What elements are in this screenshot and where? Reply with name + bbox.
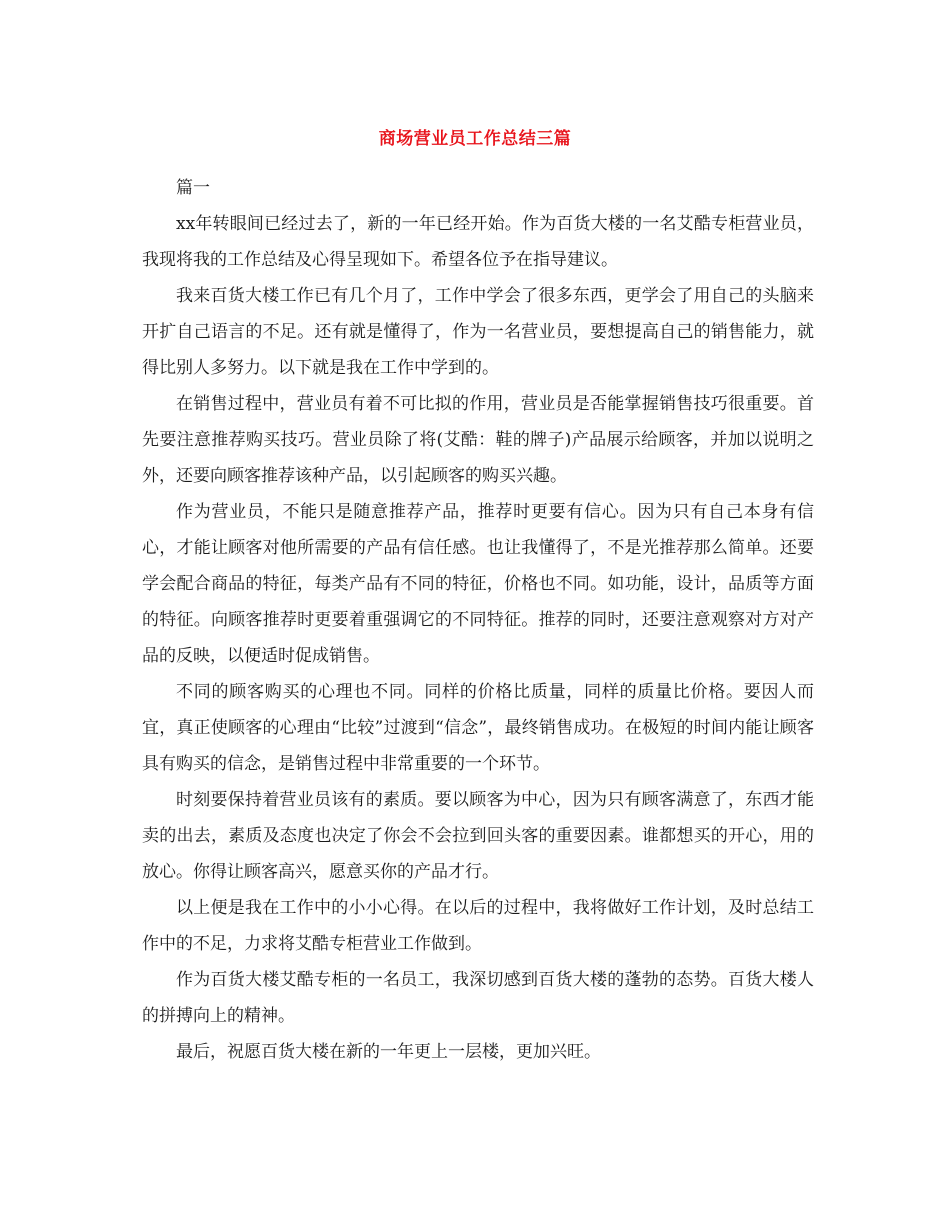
document-title: 商场营业员工作总结三篇 <box>378 129 572 149</box>
paragraph-6: 时刻要保持着营业员该有的素质。要以顾客为中心，因为只有顾客满意了，东西才能卖的出去，素质及态度也决定了你会不会拉到回头客的重要因素。谁都想买的开心，用的放心。你得让顾客高兴，愿意买你的产品才行。 <box>142 790 814 882</box>
paragraph-7: 以上便是我在工作中的小小心得。在以后的过程中，我将做好工作计划，及时总结工作中的不足，力求将艾酷专柜营业工作做到。 <box>142 898 814 954</box>
paragraph-1: xx年转眼间已经过去了，新的一年已经开始。作为百货大楼的一名艾酷专柜营业员，我现将我的工作总结及心得呈现如下。希望各位予在指导建议。 <box>142 214 814 270</box>
paragraph-9: 最后，祝愿百货大楼在新的一年更上一层楼，更加兴旺。 <box>176 1042 601 1062</box>
paragraph-5: 不同的顾客购买的心理也不同。同样的价格比质量，同样的质量比价格。要因人而宜，真正使顾客的心理由“比较”过渡到“信念”，最终销售成功。在极短的时间内能让顾客具有购买的信念，是销售过程中非常重要的一个环节。 <box>142 682 814 774</box>
section-label: 篇一 <box>176 178 210 198</box>
paragraph-3: 在销售过程中，营业员有着不可比拟的作用，营业员是否能掌握销售技巧很重要。首先要注意推荐购买技巧。营业员除了将(艾酷：鞋的牌子)产品展示给顾客，并加以说明之外，还要向顾客推荐该种产品，以引起顾客的购买兴趣。 <box>142 394 814 486</box>
paragraph-2: 我来百货大楼工作已有几个月了，工作中学会了很多东西，更学会了用自己的头脑来开扩自己语言的不足。还有就是懂得了，作为一名营业员，要想提高自己的销售能力，就得比别人多努力。以下就是我在工作中学到的。 <box>142 286 814 378</box>
paragraph-4: 作为营业员，不能只是随意推荐产品，推荐时更要有信心。因为只有自己本身有信心，才能让顾客对他所需要的产品有信任感。也让我懂得了，不是光推荐那么简单。还要学会配合商品的特征，每类产品有不同的特征，价格也不同。如功能，设计，品质等方面的特征。向顾客推荐时更要着重强调它的不同特征。推荐的同时，还要注意观察对方对产品的反映，以便适时促成销售。 <box>142 502 814 666</box>
paragraph-8: 作为百货大楼艾酷专柜的一名员工，我深切感到百货大楼的蓬勃的态势。百货大楼人的拼搏向上的精神。 <box>142 970 814 1026</box>
document-body <box>142 170 814 1070</box>
